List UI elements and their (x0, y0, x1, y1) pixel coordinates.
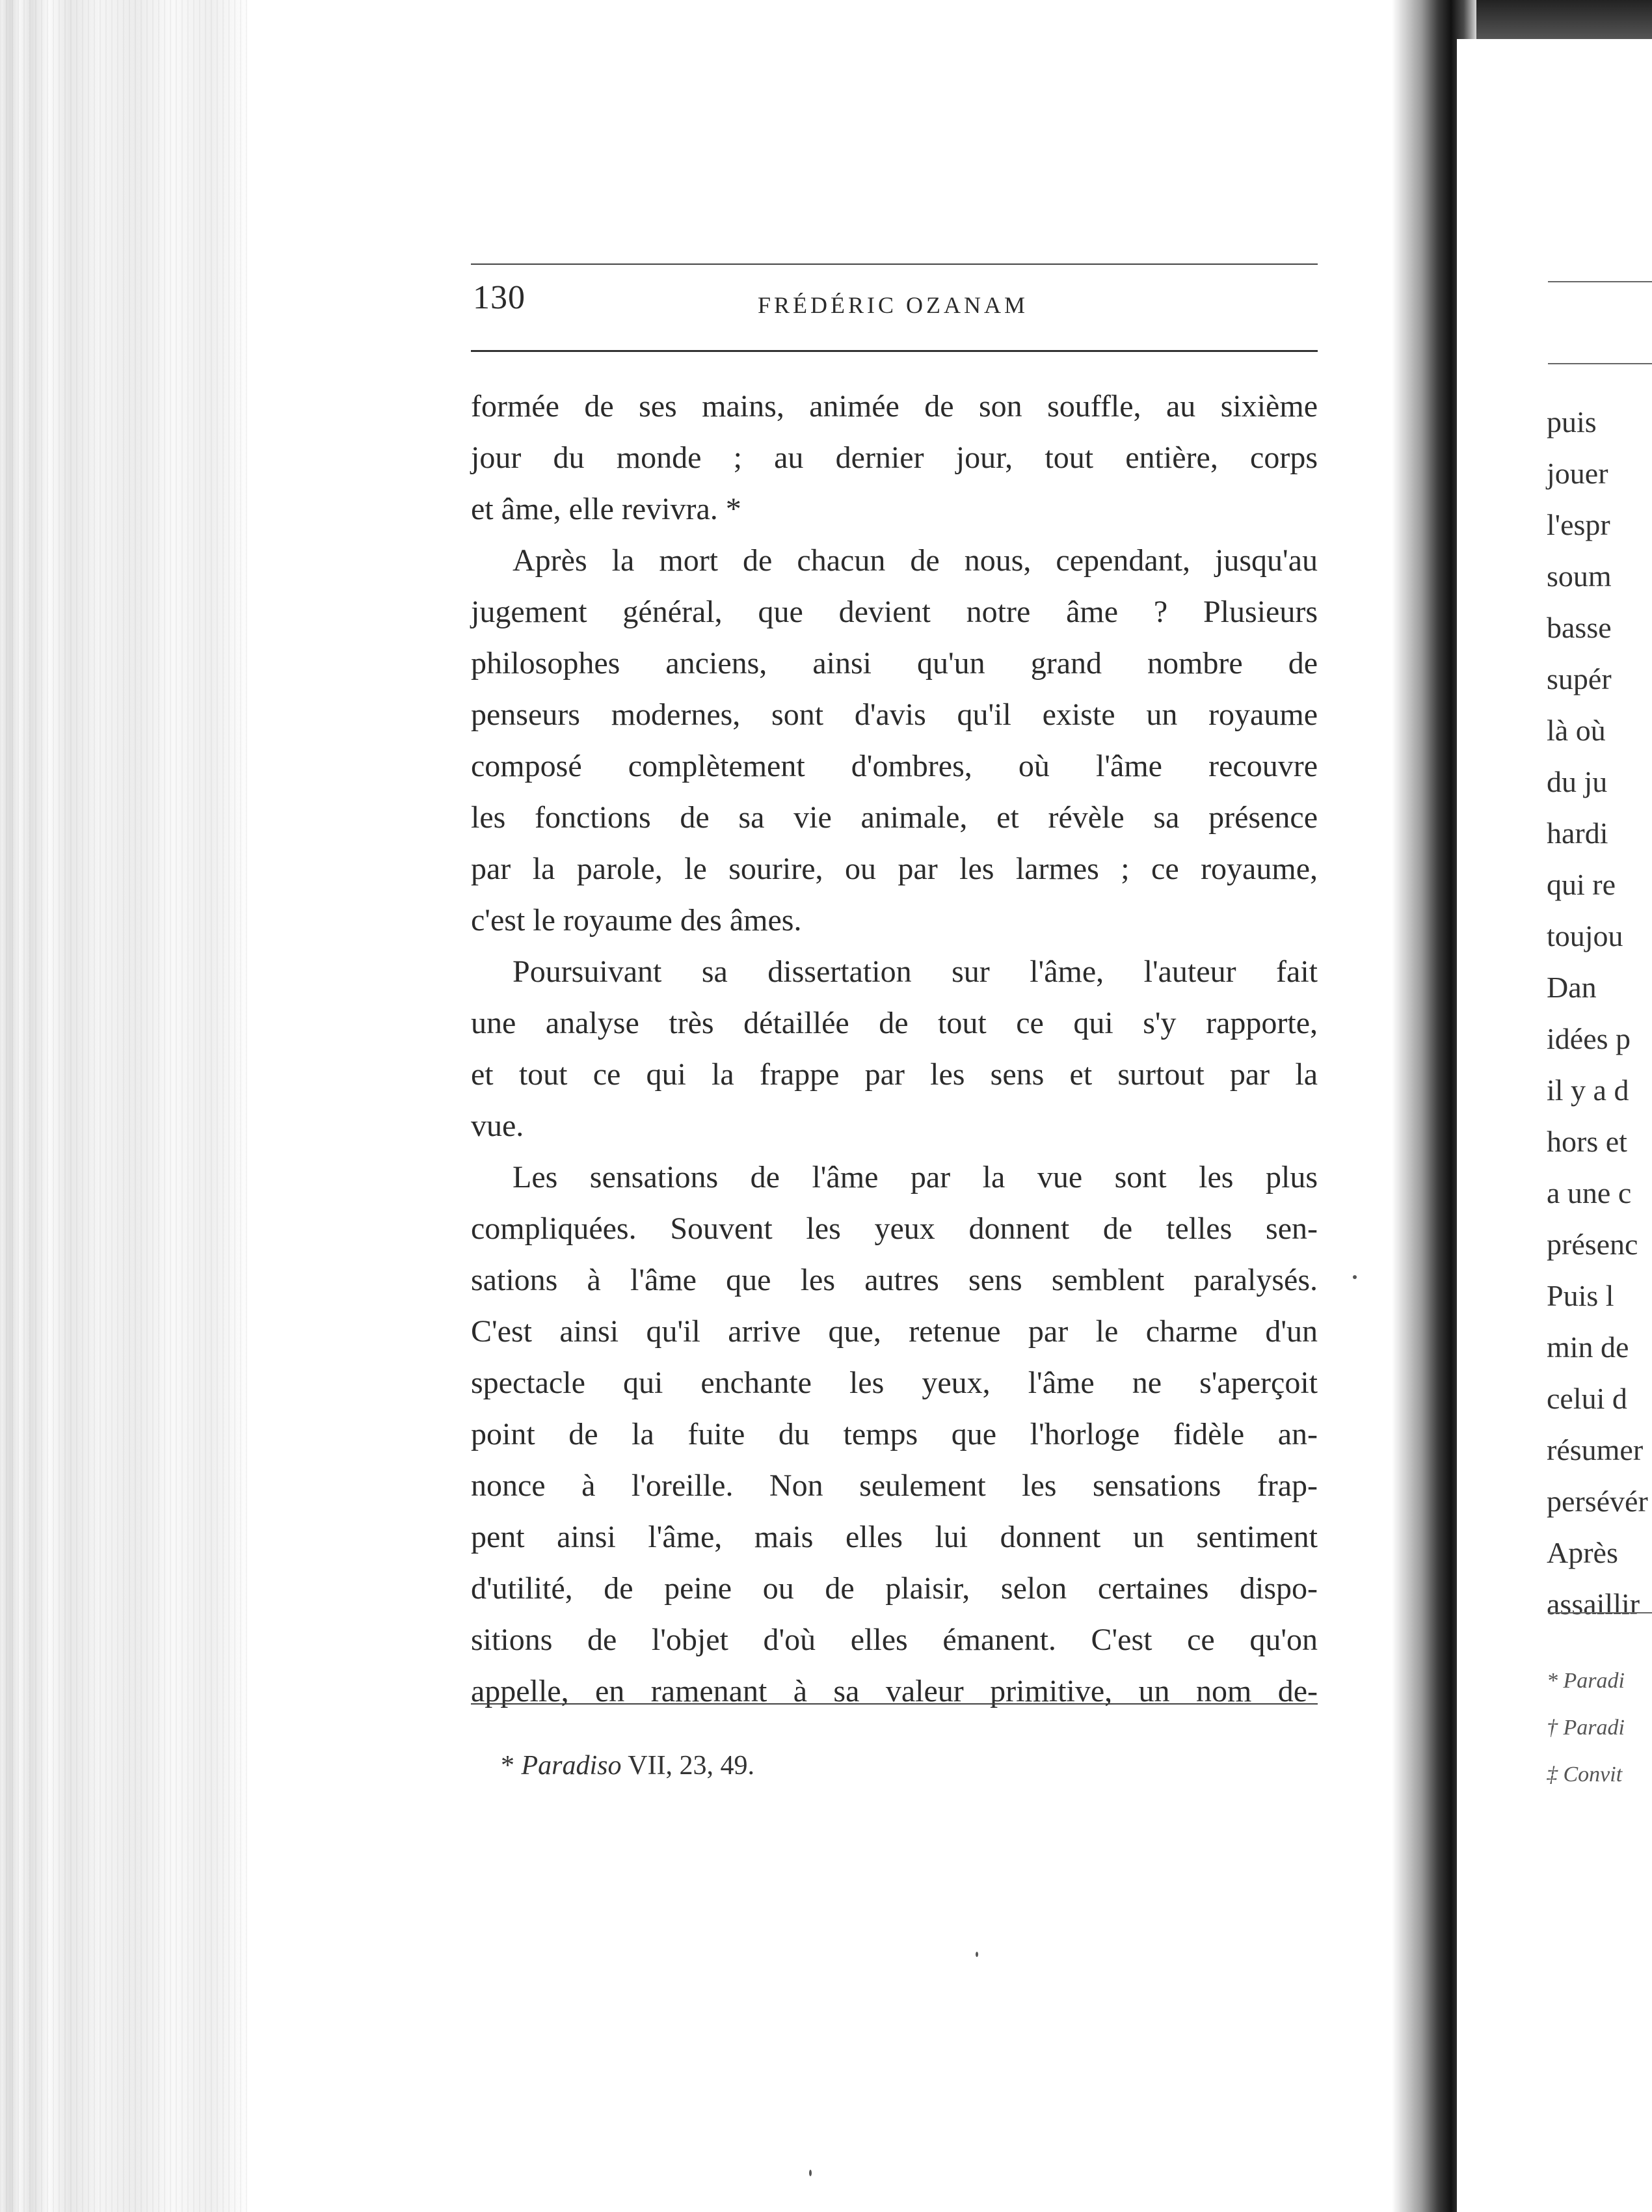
right-page-text-fragment: jouer (1547, 457, 1608, 490)
text-line: sitions de l'objet d'où elles émanent. C'est ce qu'on (471, 1623, 1318, 1657)
right-page-text-fragment: hors et (1547, 1125, 1627, 1158)
right-page-text-fragment: puis (1547, 405, 1597, 438)
text-line: et âme, elle revivra. * (471, 492, 741, 526)
footnote-marker: * (501, 1751, 522, 1781)
page-number: 130 (473, 279, 526, 316)
right-page-text-fragment: persévér (1547, 1485, 1648, 1518)
text-line: Poursuivant sa dissertation sur l'âme, l'auteur fait (513, 954, 1318, 989)
right-page-text-fragment: du ju (1547, 765, 1608, 798)
text-line: c'est le royaume des âmes. (471, 903, 802, 937)
text-line: point de la fuite du temps que l'horloge fidèle an- (471, 1417, 1318, 1451)
right-page-text-fragment: assaillir (1547, 1587, 1640, 1621)
text-line: compliquées. Souvent les yeux donnent de telles sen- (471, 1211, 1318, 1246)
header-top-rule (471, 263, 1318, 265)
text-line: Les sensations de l'âme par la vue sont les plus (513, 1160, 1318, 1194)
text-line: formée de ses mains, animée de son souffle, au sixième (471, 389, 1318, 424)
right-page-footnote-rule (1548, 1612, 1652, 1613)
right-page-text-fragment: celui d (1547, 1382, 1627, 1415)
right-page-text-fragment: supér (1547, 662, 1612, 695)
text-line: une analyse très détaillée de tout ce qui s'y rapporte, (471, 1006, 1318, 1040)
text-line: jour du monde ; au dernier jour, tout entière, corps (471, 440, 1318, 475)
paper-speck (809, 2170, 812, 2176)
text-line: appelle, en ramenant à sa valeur primitive, un nom de- (471, 1674, 1318, 1708)
book-page-edges (0, 0, 247, 2212)
footnote-rule (471, 1703, 1318, 1705)
right-page-text-fragment: idées p (1547, 1022, 1631, 1055)
right-page-text-fragment: l'espr (1547, 508, 1610, 541)
footnote (501, 1750, 754, 1781)
right-page-header-rule (1548, 281, 1652, 282)
paper-speck (1353, 1275, 1357, 1279)
right-page-text-fragment: qui re (1547, 868, 1616, 901)
right-page-text-fragment: il y a d (1547, 1073, 1629, 1107)
text-line: d'utilité, de peine ou de plaisir, selon certaines dispo- (471, 1571, 1318, 1606)
right-page-text-fragment: présenc (1547, 1228, 1638, 1261)
right-page-text-fragment: là où (1547, 714, 1606, 747)
right-page-text-fragment: a une c (1547, 1176, 1632, 1209)
right-page-text-fragment: toujou (1547, 919, 1623, 952)
text-line: Après la mort de chacun de nous, cependant, jusqu'au (513, 543, 1318, 578)
right-page-text-fragment: Dan (1547, 971, 1597, 1004)
text-line: composé complètement d'ombres, où l'âme recouvre (471, 749, 1318, 783)
right-page-text-fragment: résumer (1547, 1433, 1644, 1466)
text-line: pent ainsi l'âme, mais elles lui donnent un sentiment (471, 1520, 1318, 1554)
text-line: nonce à l'oreille. Non seulement les sensations frap- (471, 1468, 1318, 1503)
text-line: philosophes anciens, ainsi qu'un grand nombre de (471, 646, 1318, 681)
right-page-footnote-fragment: ‡ Convit (1547, 1762, 1623, 1787)
text-line: C'est ainsi qu'il arrive que, retenue par le charme d'un (471, 1314, 1318, 1349)
text-line: spectacle qui enchante les yeux, l'âme ne s'aperçoit (471, 1366, 1318, 1400)
right-page-text-fragment: Après (1547, 1536, 1618, 1569)
text-line: sations à l'âme que les autres sens semblent paralysés. (471, 1263, 1318, 1297)
right-page-footnote-fragment: * Paradi (1547, 1669, 1625, 1693)
header-bottom-rule (471, 350, 1318, 352)
paper-speck (976, 1952, 978, 1957)
page-body-text (471, 381, 1318, 1717)
right-page-text-fragment: soum (1547, 560, 1612, 593)
footnote-work-title: Paradiso (521, 1751, 622, 1781)
right-page-text-fragment: basse (1547, 611, 1612, 644)
right-page-text-fragment: hardi (1547, 816, 1608, 850)
right-page-footnote-fragment: † Paradi (1547, 1716, 1625, 1740)
right-page-text-fragment: Puis l (1547, 1279, 1614, 1312)
footnote-reference: VII, 23, 49. (621, 1751, 755, 1781)
text-line: par la parole, le sourire, ou par les larmes ; ce royaume, (471, 852, 1318, 886)
running-title: FRÉDÉRIC OZANAM (758, 292, 1029, 318)
text-line: jugement général, que devient notre âme ? Plusieurs (471, 595, 1318, 629)
text-line: vue. (471, 1109, 524, 1143)
text-line: et tout ce qui la frappe par les sens et surtout par la (471, 1057, 1318, 1092)
text-line: penseurs modernes, sont d'avis qu'il existe un royaume (471, 697, 1318, 732)
right-page-text-fragment: min de (1547, 1330, 1629, 1364)
text-line: les fonctions de sa vie animale, et révèle sa présence (471, 800, 1318, 835)
right-page-header-rule-2 (1548, 363, 1652, 364)
